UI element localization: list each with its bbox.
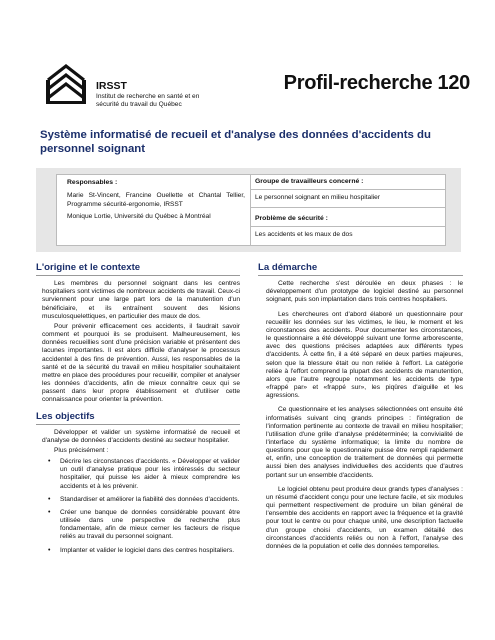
groupe-text: Le personnel soignant en milieu hospitalier <box>251 190 445 207</box>
probleme-text: Les accidents et les maux de dos <box>255 231 353 239</box>
profile-title: Profil-recherche 120 <box>283 72 470 94</box>
responsable-item: Monique Lortie, Université du Québec à Montréal <box>67 213 211 221</box>
paragraph: Plus précisément : <box>54 446 109 454</box>
org-description: Institut de recherche en santé et en sécurité du travail du Québec <box>96 93 200 109</box>
objectifs-list <box>36 458 240 555</box>
list-item: • Implanter et valider le logiciel dans des centres hospitaliers. <box>36 547 240 555</box>
paragraph: Le logiciel obtenu peut produire deux grands types d'analyses : un résumé d'accident conçu pour une lecture facile, et six modules qui permettent respectivement de produire un bilan général de l'ensemble des accidents en rapport avec la fréquence et la gravité pour tout le centre ou pour chaque unité, une description factuelle d'un groupe choisi d'accidents, un examen détaillé des circonstances d'accidents reliés ou non à l'effort, l'analyse des données de la population et celle des données temporelles. <box>266 485 463 550</box>
responsables-column <box>57 175 251 245</box>
responsable-item: Marie St-Vincent, Francine Ouellette et Chantal Tellier, Programme sécurité-ergonomie, IRSST <box>67 192 245 208</box>
paragraph: Cette recherche s'est déroulée en deux phases : le développement d'un prototype de logiciel destiné au personnel soignant, puis son implantation dans trois centres hospitaliers. <box>266 280 463 304</box>
right-column <box>258 264 463 553</box>
paragraph: Pour prévenir efficacement ces accidents, il faudrait savoir comment et pourquoi ils se produisent. Malheureusement, les données recueillies sont d'une précision variable et présentent des lacunes importantes. Il est alors difficile d'analyser le processus accidentel à des fins de prévention. Aussi, les responsables de la santé et de la sécurité du travail en milieu hospitalier souhaitaient mettre en place des procédures pour recueillir, compiler et analyser les données d'accidents, afin de mieux connaître ceux qui se passent dans leur propre établissement et d'utiliser cette connaissance pour orienter la prévention. <box>42 322 240 404</box>
document-title: Système informatisé de recueil et d'analyse des données d'accidents du personnel soignant <box>40 129 431 155</box>
list-item: • Décrire les circonstances d'accidents. « Développer et valider un outil d'analyse pratique pour les intéressés du secteur hospitalier, qui puisse les aider à mieux comprendre les accidents et à les prévenir. <box>36 458 240 491</box>
left-column <box>36 264 240 560</box>
irsst-logo-icon <box>44 60 88 106</box>
list-item: • Créer une banque de données considérable pouvant être utilisée dans une perspective de recherche plus fondamentale, afin de mieux cerner les facteurs de risque reliés au travail du personnel soignant. <box>36 509 240 542</box>
info-box <box>36 168 461 252</box>
list-item: • Standardiser et améliorer la fiabilité des données d'accidents. <box>36 496 240 504</box>
section-heading-origine: L'origine et le contexte <box>36 264 240 276</box>
groupe-heading: Groupe de travailleurs concerné : <box>251 175 445 190</box>
section-heading-objectifs: Les objectifs <box>36 413 240 425</box>
paragraph: Développer et valider un système informatisé de recueil et d'analyse de données d'accidents destiné au secteur hospitalier. <box>42 428 240 444</box>
paragraph: Les membres du personnel soignant dans les centres hospitaliers sont victimes de nombreux accidents de travail. Ceux-ci surviennent pour une large part lors de la manutention d'un bénéficiaire, et ils entraînent souvent des lésions musculosquelettiques, en particulier des maux de dos. <box>42 280 240 320</box>
org-name: IRSST <box>96 80 127 92</box>
paragraph: Les chercheures ont d'abord élaboré un questionnaire pour recueillir les données sur les victimes, le lieu, le moment et les circonstances des accidents. Pour documenter les circonstances, le questionnaire a été développé suivant une forme arborescente, avec des questions précises adaptées aux différents types d'accidents. À cette fin, il a été séparé en deux parties majeures, selon que la blessure était ou non reliée à l'effort. La catégorie reliée à l'effort comprend la plupart des accidents de manutention, alors que l'autre regroupe notamment les accidents de type «frappé par» et «frappé sur», les piqûres d'aiguille et les agressions. <box>266 310 463 400</box>
groupe-column <box>251 175 445 245</box>
probleme-heading: Problème de sécurité : <box>251 212 445 227</box>
section-heading-demarche: La démarche <box>258 264 463 276</box>
responsables-heading: Responsables : <box>67 179 118 186</box>
paragraph: Ce questionnaire et les analyses sélectionnées ont ensuite été informatisés suivant cinq grands principes : l'intégration de l'information pertinente au contexte de travail en milieu hospitalier; l'utilisation d'une grille d'analyse prédéterminée; la convivialité de l'interface du système informatique; la limite du nombre de questions pour que le questionnaire puisse être rempli rapidement et, enfin, une conception de traitement de données qui permette aussi bien des analyses individuelles des accidents que d'autres portant sur un ensemble d'accidents. <box>266 406 463 479</box>
info-table <box>56 174 446 246</box>
